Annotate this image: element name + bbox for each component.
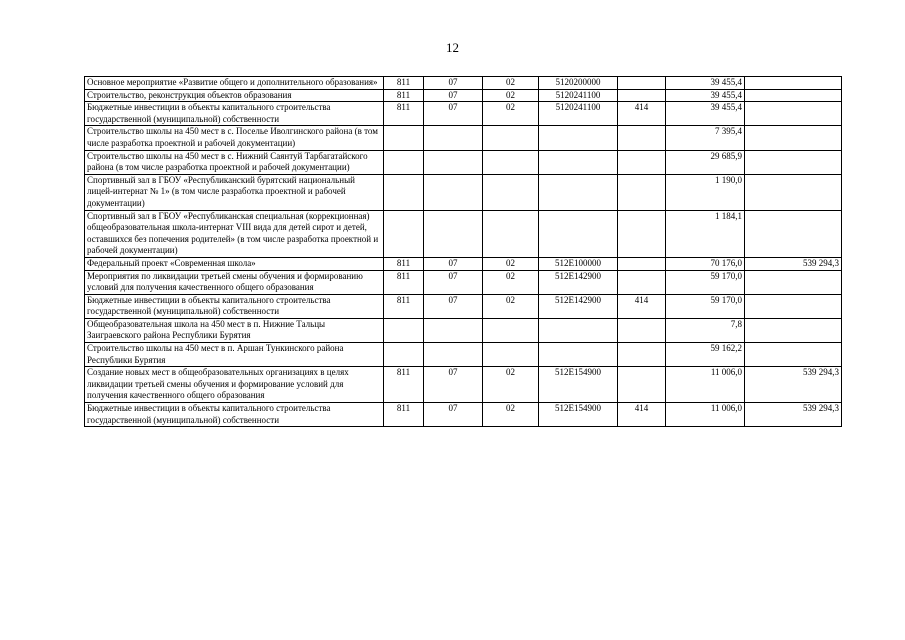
cell-section: 07 xyxy=(424,367,483,403)
cell-section: 07 xyxy=(424,403,483,427)
cell-subsection xyxy=(483,174,539,210)
cell-amount-2 xyxy=(745,210,842,257)
cell-section: 07 xyxy=(424,102,483,126)
table-row xyxy=(85,89,842,102)
cell-target-article xyxy=(539,210,618,257)
cell-ministry-code xyxy=(384,174,424,210)
cell-expense-type xyxy=(618,150,666,174)
table-row xyxy=(85,318,842,342)
cell-name: Строительство школы на 450 мест в с. Поселье Иволгинского района (в том числе разработка проектной и рабочей документации) xyxy=(85,126,384,150)
cell-target-article xyxy=(539,174,618,210)
cell-amount-1: 59 162,2 xyxy=(666,343,745,367)
table-row xyxy=(85,150,842,174)
cell-target-article: 5120241100 xyxy=(539,89,618,102)
cell-ministry-code xyxy=(384,343,424,367)
cell-amount-2 xyxy=(745,150,842,174)
cell-name: Основное мероприятие «Развитие общего и дополнительного образования» xyxy=(85,77,384,90)
cell-expense-type xyxy=(618,174,666,210)
cell-amount-2 xyxy=(745,77,842,90)
cell-expense-type xyxy=(618,343,666,367)
cell-target-article: 5120200000 xyxy=(539,77,618,90)
budget-table xyxy=(84,76,842,427)
cell-name: Бюджетные инвестиции в объекты капитального строительства государственной (муниципальной) собственности xyxy=(85,403,384,427)
cell-amount-1: 7 395,4 xyxy=(666,126,745,150)
cell-amount-1: 29 685,9 xyxy=(666,150,745,174)
cell-amount-1: 39 455,4 xyxy=(666,102,745,126)
cell-ministry-code: 811 xyxy=(384,77,424,90)
cell-target-article xyxy=(539,150,618,174)
table-row xyxy=(85,210,842,257)
cell-target-article: 512E142900 xyxy=(539,294,618,318)
cell-amount-1: 39 455,4 xyxy=(666,89,745,102)
cell-ministry-code: 811 xyxy=(384,257,424,270)
cell-subsection xyxy=(483,318,539,342)
cell-section xyxy=(424,318,483,342)
cell-ministry-code: 811 xyxy=(384,294,424,318)
cell-target-article: 512E142900 xyxy=(539,270,618,294)
cell-subsection xyxy=(483,210,539,257)
table-row xyxy=(85,367,842,403)
cell-subsection: 02 xyxy=(483,294,539,318)
cell-section: 07 xyxy=(424,270,483,294)
cell-expense-type xyxy=(618,318,666,342)
cell-ministry-code: 811 xyxy=(384,89,424,102)
cell-ministry-code: 811 xyxy=(384,102,424,126)
cell-name: Спортивный зал в ГБОУ «Республиканская специальная (коррекционная) общеобразовательная школа-интернат VIII вида для детей сирот и детей, оставшихся без попечения родителей» (в том числе разработка проектной и рабочей документации) xyxy=(85,210,384,257)
cell-name: Мероприятия по ликвидации третьей смены обучения и формированию условий для получения качественного общего образования xyxy=(85,270,384,294)
cell-expense-type xyxy=(618,126,666,150)
cell-ministry-code xyxy=(384,210,424,257)
cell-target-article: 512E154900 xyxy=(539,367,618,403)
cell-amount-2 xyxy=(745,89,842,102)
cell-name: Строительство школы на 450 мест в с. Нижний Саянтуй Тарбагатайского района (в том числе разработка проектной и рабочей документации) xyxy=(85,150,384,174)
cell-expense-type: 414 xyxy=(618,102,666,126)
cell-section xyxy=(424,343,483,367)
table-row xyxy=(85,126,842,150)
cell-subsection: 02 xyxy=(483,77,539,90)
table-row xyxy=(85,403,842,427)
cell-name: Общеобразовательная школа на 450 мест в п. Нижние Тальцы Заиграевского района Республики Бурятия xyxy=(85,318,384,342)
cell-subsection: 02 xyxy=(483,270,539,294)
cell-amount-2 xyxy=(745,102,842,126)
cell-amount-2 xyxy=(745,294,842,318)
table-row xyxy=(85,102,842,126)
cell-name: Бюджетные инвестиции в объекты капитального строительства государственной (муниципальной) собственности xyxy=(85,294,384,318)
cell-target-article: 512E154900 xyxy=(539,403,618,427)
cell-subsection xyxy=(483,126,539,150)
cell-section: 07 xyxy=(424,77,483,90)
cell-section: 07 xyxy=(424,294,483,318)
cell-expense-type: 414 xyxy=(618,403,666,427)
cell-amount-2 xyxy=(745,343,842,367)
cell-name: Спортивный зал в ГБОУ «Республиканский бурятский национальный лицей-интернат № 1» (в том числе разработка проектной и рабочей документации) xyxy=(85,174,384,210)
cell-ministry-code: 811 xyxy=(384,367,424,403)
cell-amount-2 xyxy=(745,126,842,150)
cell-subsection xyxy=(483,343,539,367)
cell-ministry-code xyxy=(384,318,424,342)
cell-amount-1: 59 170,0 xyxy=(666,270,745,294)
cell-expense-type xyxy=(618,270,666,294)
cell-amount-1: 70 176,0 xyxy=(666,257,745,270)
cell-section xyxy=(424,174,483,210)
cell-target-article xyxy=(539,318,618,342)
cell-amount-1: 1 190,0 xyxy=(666,174,745,210)
cell-amount-1: 11 006,0 xyxy=(666,367,745,403)
cell-subsection: 02 xyxy=(483,403,539,427)
cell-amount-1: 7,8 xyxy=(666,318,745,342)
cell-amount-1: 39 455,4 xyxy=(666,77,745,90)
cell-subsection xyxy=(483,150,539,174)
cell-expense-type xyxy=(618,257,666,270)
cell-amount-2: 539 294,3 xyxy=(745,367,842,403)
cell-ministry-code xyxy=(384,126,424,150)
cell-expense-type xyxy=(618,77,666,90)
table-body xyxy=(85,77,842,427)
cell-name: Бюджетные инвестиции в объекты капитального строительства государственной (муниципальной) собственности xyxy=(85,102,384,126)
table-row xyxy=(85,343,842,367)
cell-target-article: 512E100000 xyxy=(539,257,618,270)
page-number: 12 xyxy=(446,40,459,55)
table-row xyxy=(85,294,842,318)
cell-amount-2 xyxy=(745,318,842,342)
cell-name: Строительство школы на 450 мест в п. Аршан Тункинского района Республики Бурятия xyxy=(85,343,384,367)
cell-amount-1: 59 170,0 xyxy=(666,294,745,318)
cell-amount-2 xyxy=(745,174,842,210)
cell-section: 07 xyxy=(424,257,483,270)
cell-ministry-code xyxy=(384,150,424,174)
cell-name: Создание новых мест в общеобразовательных организациях в целях ликвидации третьей смены обучения и формирование условий для получения качественного общего образования xyxy=(85,367,384,403)
cell-target-article xyxy=(539,343,618,367)
cell-expense-type xyxy=(618,89,666,102)
cell-name: Строительство, реконструкция объектов образования xyxy=(85,89,384,102)
cell-amount-2 xyxy=(745,270,842,294)
cell-name: Федеральный проект «Современная школа» xyxy=(85,257,384,270)
cell-expense-type: 414 xyxy=(618,294,666,318)
table-row xyxy=(85,77,842,90)
cell-subsection: 02 xyxy=(483,89,539,102)
cell-section xyxy=(424,126,483,150)
cell-amount-1: 11 006,0 xyxy=(666,403,745,427)
cell-section xyxy=(424,150,483,174)
cell-target-article: 5120241100 xyxy=(539,102,618,126)
table-row xyxy=(85,174,842,210)
cell-amount-2: 539 294,3 xyxy=(745,257,842,270)
table-row xyxy=(85,257,842,270)
cell-expense-type xyxy=(618,210,666,257)
cell-target-article xyxy=(539,126,618,150)
cell-ministry-code: 811 xyxy=(384,403,424,427)
cell-subsection: 02 xyxy=(483,257,539,270)
cell-subsection: 02 xyxy=(483,102,539,126)
cell-section xyxy=(424,210,483,257)
cell-section: 07 xyxy=(424,89,483,102)
cell-expense-type xyxy=(618,367,666,403)
cell-ministry-code: 811 xyxy=(384,270,424,294)
cell-amount-2: 539 294,3 xyxy=(745,403,842,427)
cell-amount-1: 1 184,1 xyxy=(666,210,745,257)
cell-subsection: 02 xyxy=(483,367,539,403)
table-row xyxy=(85,270,842,294)
